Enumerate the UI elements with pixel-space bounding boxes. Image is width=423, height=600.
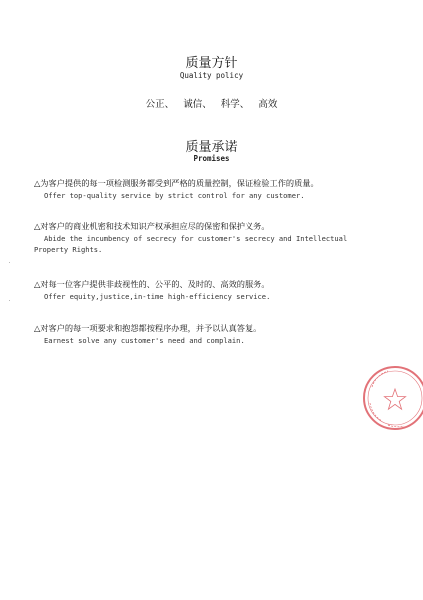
company-seal-stamp [360,363,423,433]
promise-zh: △为客户提供的每一项检测服务都受到严格的质量控制，保证检验工作的质量。 [34,178,319,188]
promise-en: Offer top-quality service by strict control for any customer. [44,191,305,200]
promise-en: Earnest solve any customer's need and complain. [44,336,245,345]
value-item: 诚信、 [183,99,212,110]
value-item: 高效 [258,99,278,110]
promise-zh: △对每一位客户提供非歧视性的、公平的、及时的、高效的服务。 [34,279,270,289]
scan-speck [9,262,10,263]
promises-title: 质量承诺 [185,140,238,155]
promise-item [34,177,399,201]
promise-zh: △对客户的每一项要求和抱怨都按程序办理，并予以认真答复。 [34,323,262,333]
scan-speck [9,300,10,301]
promises-subtitle: Promises [193,154,230,163]
quality-policy-subtitle: Quality policy [179,71,244,80]
quality-values [0,96,423,110]
promise-item [34,278,399,302]
quality-policy-title: 质量方针 [185,56,238,71]
value-item: 科学、 [220,99,250,110]
value-item: 公正、 [145,99,175,110]
promise-en-continued: Property Rights. [34,245,103,254]
promise-en: Offer equity,justice,in-time high-efficiency service. [44,292,271,301]
promise-zh: △对客户的商业机密和技术知识产权承担应尽的保密和保护义务。 [34,221,270,231]
promise-en: Abide the incumbency of secrecy for customer's secrecy and Intellectual [44,234,348,243]
promise-item [34,220,399,255]
promise-item [34,322,399,346]
